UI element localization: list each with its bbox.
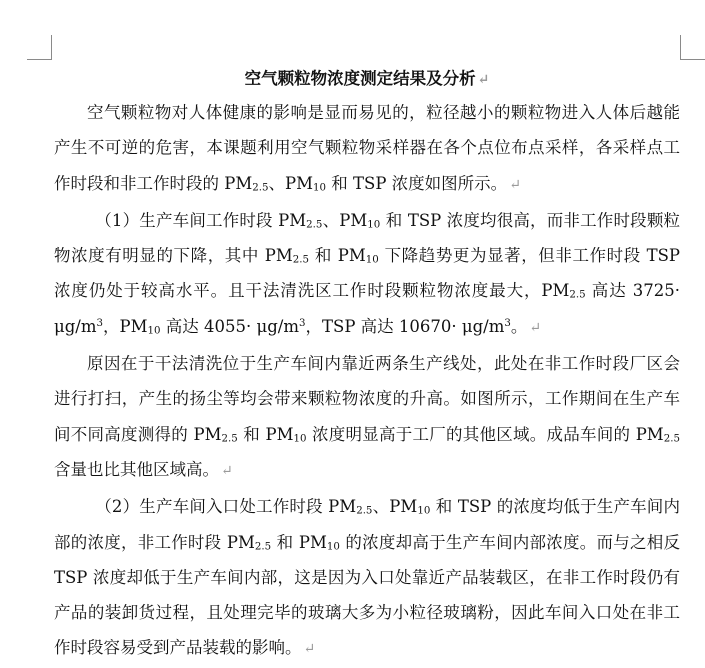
page-corner-mark-top-right — [680, 35, 705, 60]
paragraph-1: 空气颗粒物对人体健康的影响是显而易见的，粒径越小的颗粒物进入人体后越能产生不可逆的危害，本课题利用空气颗粒物采样器在各个点位布点采样，各采样点工作时段和非工作时段的 $PM_{2.5}$、$PM_{10}$ 和 TSP 浓度如图所示。 ↵ — [54, 103, 680, 194]
document-body[interactable] — [54, 64, 680, 668]
page-corner-mark-top-left — [27, 35, 52, 60]
paragraph-mark-icon: ↵ — [509, 176, 521, 193]
paragraph-4: （2）生产车间入口处工作时段 $PM_{2.5}$、$PM_{10}$ 和 TSP 的浓度均低于生产车间内部的浓度，非工作时段 $PM_{2.5}$ 和 $PM_{10}$ 的浓度却高于生产车间内部浓度。而与之相反 TSP 浓度却低于生产车间内部，这是因为入口处靠近产品装载区，在非工作时段仍有产品的装卸货过程，且处理完毕的玻璃大多为小粒径玻璃粉，因此车间入口处在非工作时段容易受到产品装载的影响。 ↵ — [54, 497, 680, 658]
paragraph-mark-icon: ↵ — [477, 72, 490, 88]
paragraph-mark-icon: ↵ — [303, 641, 316, 658]
paragraph-3: 原因在于干法清洗位于生产车间内靠近两条生产线处，此处在非工作时段厂区会进行打扫，产生的扬尘等均会带来颗粒物浓度的升高。如图所示，工作期间在生产车间不同高度测得的 $PM_{2.5}$ 和 $PM_{10}$ 浓度明显高于工厂的其他区域。成品车间的 $PM_{2.5}$ 含量也比其他区域高。 ↵ — [54, 354, 680, 479]
document-title: 空气颗粒物浓度测定结果及分析 ↵ — [244, 69, 490, 88]
paragraph-mark-icon: ↵ — [529, 319, 542, 336]
paragraph-mark-icon: ↵ — [221, 462, 233, 479]
paragraph-2: （1）生产车间工作时段 $PM_{2.5}$、$PM_{10}$ 和 TSP 浓度均很高，而非工作时段颗粒物浓度有明显的下降，其中 $PM_{2.5}$ 和 $PM_{10}$ 下降趋势更为显著，但非工作时段 TSP 浓度仍处于较高水平。且干法清洗区工作时段颗粒物浓度最大，$PM_{2.5}$ 高达 $3725\cdot \mu g/m^3$，$PM_{10}$ 高达 $4055\cdot \mu g/m^3$，TSP 高达 $10670\cdot \mu g/m^3$。 ↵ — [54, 210, 681, 337]
